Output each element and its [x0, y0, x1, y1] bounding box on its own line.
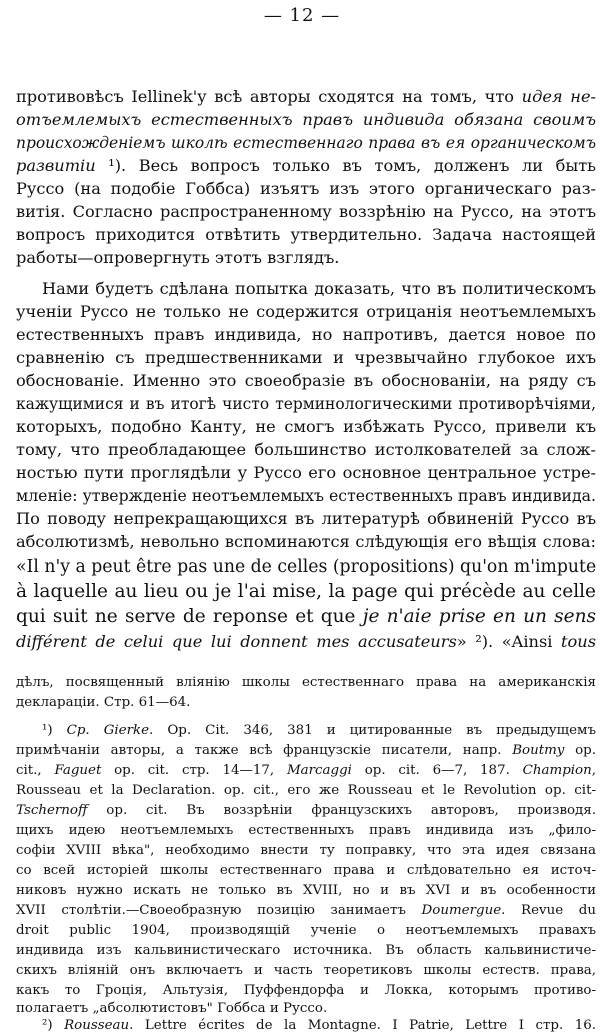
footnote-line: скихъ влiянiй онъ включаетъ и часть теоретиковъ школы естеств. права, — [16, 963, 596, 978]
footnote-line: XVII столѣтiи.—Своеобразную позицiю занимаетъ Doumergue. Revue du — [16, 903, 596, 918]
text-line: différent de celui que lui donnent mes accusateurs» ²). «Ainsi tous — [16, 632, 596, 651]
text-line: абсолютизмѣ, невольно вспоминаются слѣдующiя его вѣщiя слова: — [16, 532, 596, 551]
page-number: — 12 — — [263, 5, 341, 26]
footnote-line: droit public 1904, производящiй ученiе о неотъемлемыхъ правахъ — [16, 923, 596, 938]
text-line: qui suit ne serve de reponse et que je n'aie prise en un sens — [16, 606, 596, 627]
text-line: развитiи ¹). Весь вопросъ только въ томъ, долженъ ли быть — [16, 156, 596, 175]
footnote-line: ²) Rousseau. Lettre écrites de la Montagne. I Patrie, Lettre I стр. 16. — [42, 1018, 596, 1033]
text-line: мленiе: утвержденiе неотъемлемыхъ естественныхъ правъ индивида. — [16, 486, 596, 505]
footnote-line: cit., Faguet op. cit. стр. 14—17, Marcaggi op. cit. 6—7, 187. Champion, — [16, 763, 596, 778]
footnote-line: индивида изъ кальвинистическаго источника. Въ область кальвинистиче- — [16, 943, 596, 958]
text-line: По поводу непрекращающихся въ литературѣ обвиненiй Руссо въ — [16, 509, 596, 528]
text-line: à laquelle au lieu ou je l'ai mise, la page qui précède au celle — [16, 581, 596, 602]
footnote-line: примѣчанiи авторы, а также всѣ французскiе писатели, напр. Boutmy op. — [16, 743, 596, 758]
footnote-line: дѣлъ, посвященный влiянiю школы естественнаго права на американскiя — [16, 675, 596, 690]
text-line: работы—опровергнуть этотъ взглядъ. — [16, 248, 340, 267]
footnote-line: полагаетъ „абсолютистовъ" Гоббса и Руссо. — [16, 1001, 328, 1016]
footnote-line: софiи XVIII вѣка", необходимо внести ту поправку, что эта идея связана — [16, 843, 596, 858]
footnote-line: какъ то Гроцiя, Альтузiя, Пуффендорфа и Локка, которымъ противо- — [16, 983, 596, 998]
footnote-line: никовъ нужно искать не только въ XVIII, но и въ XVI и въ особенности — [16, 883, 596, 898]
text-line: кажущимися и въ итогѣ чисто терминологическими противорѣчiями, — [16, 395, 596, 413]
text-line: сравненiю съ предшественниками и чрезвычайно глубокое ихъ — [16, 348, 596, 367]
footnote-line: ¹) Ср. Gierke. Op. Cit. 346, 381 и цитированные въ предыдущемъ — [42, 723, 596, 738]
text-line: естественныхъ правъ индивида, но напротивъ, дается новое по — [16, 325, 596, 344]
text-line: отъемлемыхъ естественныхъ правъ индивида обязана своимъ — [16, 110, 596, 129]
text-line: противовѣсъ Iellinek'у всѣ авторы сходятся на томъ, что идея не- — [16, 87, 596, 106]
text-line: ностью пути проглядѣли у Руссо его основное центральное устре- — [16, 463, 596, 482]
text-line: вопросъ приходится отвѣтить утвердительно. Задача настоящей — [16, 225, 596, 244]
text-line: Руссо (на подобiе Гоббса) изъятъ изъ этого органическаго раз- — [16, 179, 596, 198]
footnote-line: со всей исторiей школы естественнаго права и слѣдовательно ея источ- — [16, 863, 596, 878]
footnote-line: Rousseau et la Declaration. op. cit., его же Rousseau et le Revolution op. cit- — [16, 783, 596, 798]
footnote-line: щихъ идею неотъемлемыхъ естественныхъ правъ индивида изъ „фило- — [16, 823, 596, 838]
text-line: происхожденiемъ школѣ естественнаго права въ ея органическомъ — [16, 134, 596, 152]
text-line: «Il n'y a peut être pas une de celles (propositions) qu'on m'impute — [16, 557, 596, 577]
text-line: тому, что преобладающее большинство истолкователей за слож- — [16, 440, 596, 459]
text-line: витiя. Согласно распространенному воззрѣнiю на Руссо, на этотъ — [16, 202, 596, 221]
text-line: которыхъ, подобно Канту, не смогъ избѣжать Руссо, привели къ — [16, 417, 596, 436]
text-line: обоснованiе. Именно это своеобразiе въ обоснованiи, на ряду съ — [16, 371, 596, 390]
footnote-line: декларацiи. Стр. 61—64. — [16, 695, 191, 710]
text-line: ученiи Руссо не только не содержится отрицанiя неотъемлемыхъ — [16, 302, 596, 321]
text-line: Нами будетъ сдѣлана попытка доказать, что въ политическомъ — [42, 279, 596, 298]
footnote-line: Tschernoff op. cit. Въ воззрѣнiи французскихъ авторовъ, производя. — [16, 803, 596, 818]
